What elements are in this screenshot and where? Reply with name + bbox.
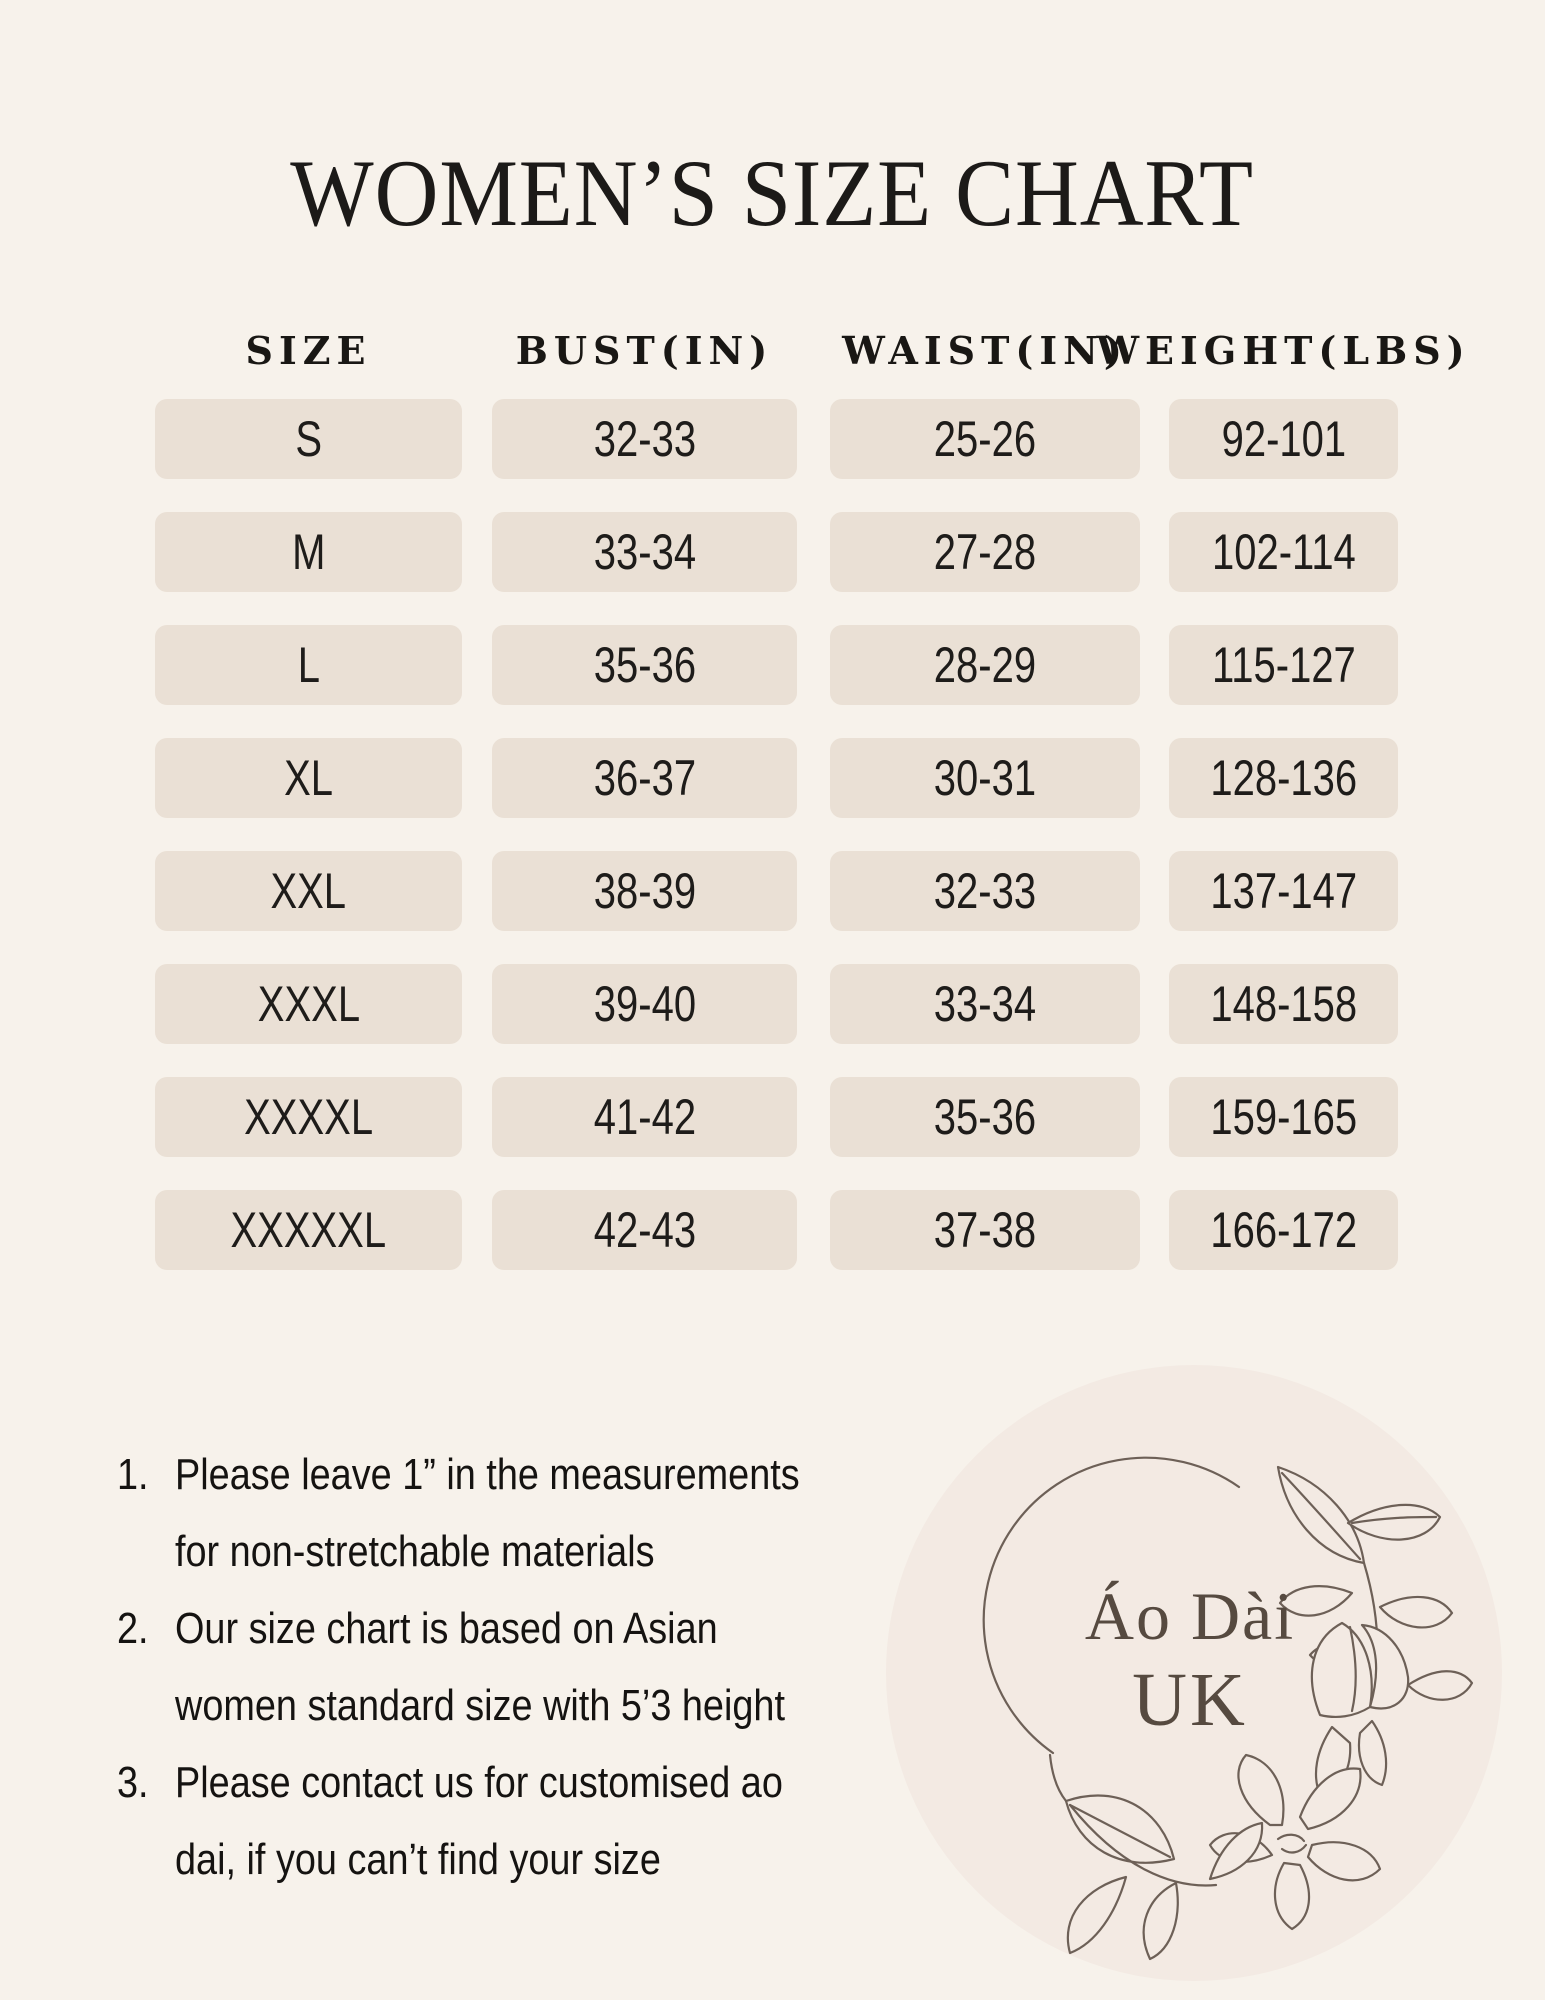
bust-value: 32-33 [593,411,696,467]
table-row [0,625,1545,705]
table-row [0,399,1545,479]
bust-cell [492,625,797,705]
bust-value: 35-36 [593,637,696,693]
waist-cell [830,512,1140,592]
size-value: XXXL [257,976,360,1032]
note-item [117,1436,901,1590]
size-value: XXXXXL [230,1202,387,1258]
weight-value: 128-136 [1210,750,1357,806]
waist-value: 32-33 [933,863,1037,919]
bust-cell [492,964,797,1044]
size-cell [155,512,462,592]
size-cell [155,399,462,479]
waist-value: 28-29 [933,637,1037,693]
size-value: M [291,524,326,580]
table-row [0,1077,1545,1157]
bust-cell [492,1077,797,1157]
waist-value: 35-36 [933,1089,1037,1145]
note-text: dai, if you can’t find your size [175,1835,661,1884]
weight-value: 166-172 [1210,1202,1357,1258]
weight-cell [1169,738,1398,818]
size-value: XL [284,750,333,806]
note-text: Our size chart is based on Asian [175,1604,718,1653]
column-header-weight: WEIGHT(LBS) [1096,327,1471,373]
page-title [0,138,1545,248]
note-item [117,1590,901,1744]
bust-cell [492,512,797,592]
bust-value: 41-42 [593,1089,696,1145]
brand-logo [880,1355,1510,1985]
size-value: S [295,411,322,467]
waist-cell [830,1077,1140,1157]
bust-value: 33-34 [593,524,696,580]
waist-cell [830,625,1140,705]
note-number: 3. [117,1758,149,1807]
bust-value: 38-39 [593,863,696,919]
waist-value: 25-26 [933,411,1037,467]
bust-value: 39-40 [593,976,696,1032]
logo-wordmark-line1: Áo Dài [1084,1578,1296,1654]
column-header-bust: BUST(IN) [515,327,774,373]
size-value: L [297,637,320,693]
bust-cell [492,1190,797,1270]
note-text: for non-stretchable materials [175,1527,655,1576]
logo-wordmark-line2: UK [1132,1658,1248,1742]
weight-cell [1169,1077,1398,1157]
table-row [0,851,1545,931]
note-item [117,1744,901,1898]
weight-value: 137-147 [1210,863,1357,919]
bust-value: 42-43 [593,1202,696,1258]
bust-cell [492,738,797,818]
weight-value: 92-101 [1221,411,1346,467]
weight-value: 115-127 [1211,637,1356,693]
size-cell [155,1190,462,1270]
note-text: women standard size with 5’3 height [175,1681,785,1730]
bust-cell [492,399,797,479]
weight-cell [1169,851,1398,931]
weight-cell [1169,399,1398,479]
note-text: Please contact us for customised ao [175,1758,783,1807]
column-header-size: SIZE [245,327,372,373]
waist-value: 33-34 [933,976,1037,1032]
size-value: XXL [270,863,347,919]
waist-cell [830,964,1140,1044]
size-cell [155,851,462,931]
waist-cell [830,851,1140,931]
waist-cell [830,1190,1140,1270]
size-cell [155,738,462,818]
size-cell [155,1077,462,1157]
weight-cell [1169,964,1398,1044]
waist-value: 27-28 [933,524,1037,580]
table-row [0,964,1545,1044]
notes-list [117,1436,901,1898]
weight-value: 102-114 [1211,524,1356,580]
note-number: 2. [117,1604,149,1653]
note-number: 1. [117,1450,149,1499]
size-value: XXXXL [244,1089,373,1145]
note-text: Please leave 1” in the measurements [175,1450,800,1499]
weight-cell [1169,512,1398,592]
weight-cell [1169,1190,1398,1270]
waist-value: 37-38 [933,1202,1037,1258]
waist-cell [830,738,1140,818]
weight-value: 148-158 [1210,976,1357,1032]
bust-cell [492,851,797,931]
size-cell [155,625,462,705]
size-cell [155,964,462,1044]
bust-value: 36-37 [593,750,696,806]
weight-cell [1169,625,1398,705]
table-row [0,1190,1545,1270]
waist-cell [830,399,1140,479]
table-row [0,512,1545,592]
table-row [0,738,1545,818]
weight-value: 159-165 [1210,1089,1357,1145]
page-title-text: WOMEN’S SIZE CHART [290,140,1255,246]
waist-value: 30-31 [933,750,1037,806]
column-header-waist: WAIST(IN) [842,327,1128,373]
